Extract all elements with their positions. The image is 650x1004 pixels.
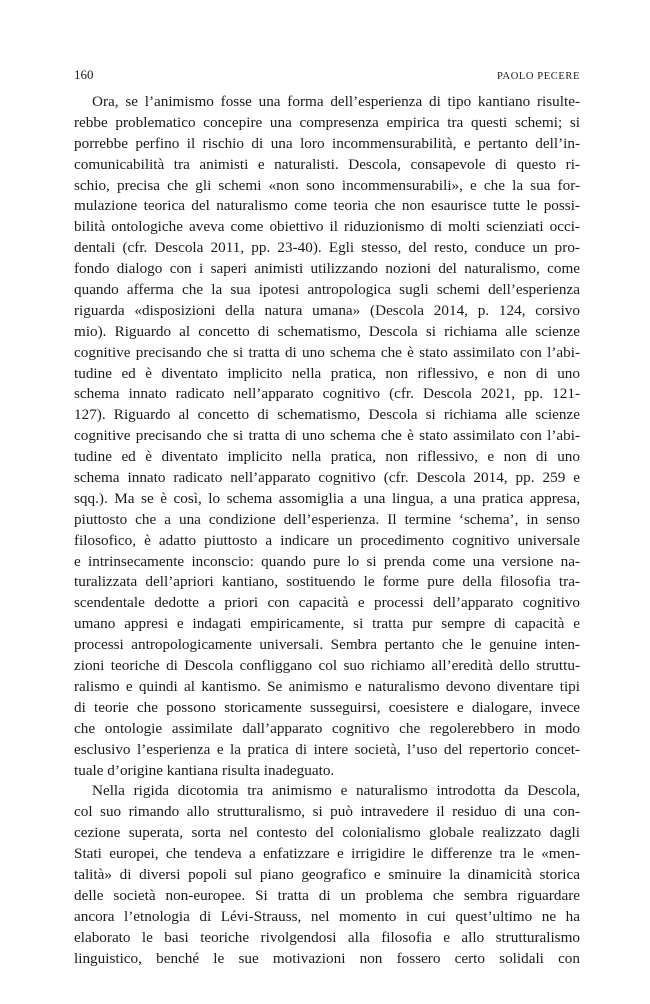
body-text	[74, 92, 580, 969]
text-line: Nella rigida dicotomia tra animismo e naturalismo introdotta da Descola,	[92, 782, 580, 800]
page-header	[74, 67, 580, 83]
text-line: fondo dialogo con i saperi animisti utilizzando nozioni del naturalismo, come	[74, 260, 580, 278]
text-line: schema innato radicato nell’apparato cognitivo (cfr. Descola 2014, pp. 259 e	[74, 469, 580, 487]
text-line: col suo rimando allo strutturalismo, si può intravedere il residuo di una con-	[74, 803, 580, 821]
text-line: piuttosto che a una condizione dell’esperienza. Il termine ‘schema’, in senso	[74, 510, 580, 528]
text-line: tuale d’origine kantiana risulta inadeguato.	[74, 761, 335, 779]
text-line: processi antropologicamente universali. Sembra pertanto che le genuine inten-	[74, 636, 580, 654]
text-line: cognitive precisando che si tratta di uno schema che è stato assimilato con l’abi-	[74, 427, 580, 445]
text-line: dentali (cfr. Descola 2011, pp. 23-40). Egli stesso, del resto, conduce un pro-	[74, 239, 580, 257]
text-line: che ontologie assimilate dall’apparato cognitivo che regolerebbero in modo	[74, 719, 580, 737]
text-line: schema innato radicato nell’apparato cognitivo (cfr. Descola 2021, pp. 121-	[74, 385, 580, 403]
text-line: sqq.). Ma se è così, lo schema assomiglia a una lingua, a una pratica appresa,	[74, 489, 580, 507]
text-line: tudine ed è diventato implicito nella pratica, non riflessivo, e non di uno	[74, 448, 580, 466]
text-line: talità» di diversi popoli sul piano geografico e sminuire la dinamicità storica	[74, 865, 580, 883]
text-line: scendentale dedotte a priori con capacità e processi dell’apparato cognitivo	[74, 594, 580, 612]
paragraph	[74, 92, 580, 781]
text-line: di teorie che possono storicamente susseguirsi, coesistere e dialogare, invece	[74, 698, 580, 716]
text-line: e intrinsecamente inconscio: quando pure lo si prenda come una versione na-	[74, 552, 580, 570]
text-line: Ora, se l’animismo fosse una forma dell’esperienza di tipo kantiano risulte-	[92, 93, 580, 110]
paragraph	[74, 781, 580, 969]
text-line: riguarda «disposizioni della natura umana» (Descola 2014, p. 124, corsivo	[74, 301, 580, 319]
text-line: comunicabilità tra animisti e naturalisti. Descola, consapevole di questo ri-	[74, 155, 580, 173]
text-line: cognitive precisando che si tratta di uno schema che è stato assimilato con l’abi-	[74, 343, 580, 361]
text-line: delle società non-europee. Si tratta di un problema che sembra riguardare	[74, 886, 580, 904]
text-line: umano appresi e indagati empiricamente, si tratta pur sempre di capacità e	[74, 615, 580, 633]
text-line: esclusivo l’esperienza e la pratica di intere società, l’uso del repertorio concet-	[74, 740, 580, 758]
text-line: cezione superata, sorta nel contesto del colonialismo globale realizzato dagli	[74, 824, 580, 842]
text-line: ancora l’etnologia di Lévi-Strauss, nel momento in cui quest’ultimo ne ha	[74, 907, 580, 925]
text-line: tudine ed è diventato implicito nella pratica, non riflessivo, e non di uno	[74, 364, 580, 382]
running-head-author: PAOLO PECERE	[497, 71, 580, 82]
text-line: schio, precisa che gli schemi «non sono incommensurabili», e che la sua for-	[74, 176, 580, 194]
text-line: ralismo e quindi al kantismo. Se animismo e naturalismo devono diventare tipi	[74, 677, 580, 695]
text-line: turalizzata dell’apriori kantiano, sostituendo le forme pure della filosofia tra-	[74, 573, 580, 591]
text-line: elaborato le basi teoriche rivolgendosi alla filosofia e allo strutturalismo	[74, 928, 580, 946]
text-line: Stati europei, che tendeva a enfatizzare e irrigidire le differenze tra le «men-	[74, 845, 580, 863]
page-number: 160	[74, 67, 94, 82]
text-line: mio). Riguardo al concetto di schematismo, Descola si richiama alle scienze	[74, 322, 580, 340]
text-line: filosofico, è adatto piuttosto a indicare un procedimento cognitivo universale	[74, 531, 580, 549]
text-line: quando afferma che la sua ipotesi antropologica sugli schemi dell’esperienza	[74, 281, 580, 299]
text-line: linguistico, benché le sue motivazioni non fossero certo solidali con	[74, 949, 580, 967]
text-line: zioni teoriche di Descola confliggano col suo richiamo all’eredità dello struttu-	[74, 657, 580, 675]
text-line: rebbe problematico concepire una compresenza empirica tra questi schemi; si	[74, 113, 580, 131]
text-line: bilità ontologiche aveva come obiettivo il riduzionismo di molti scienziati occi-	[74, 218, 580, 236]
text-line: mulazione teorica del naturalismo come teoria che non esaurisce tutte le possi-	[74, 197, 580, 215]
text-line: 127). Riguardo al concetto di schematismo, Descola si richiama alle scienze	[74, 406, 580, 424]
text-line: porrebbe perfino il rischio di una loro incommensurabilità, e pertanto dell’in-	[74, 134, 580, 152]
